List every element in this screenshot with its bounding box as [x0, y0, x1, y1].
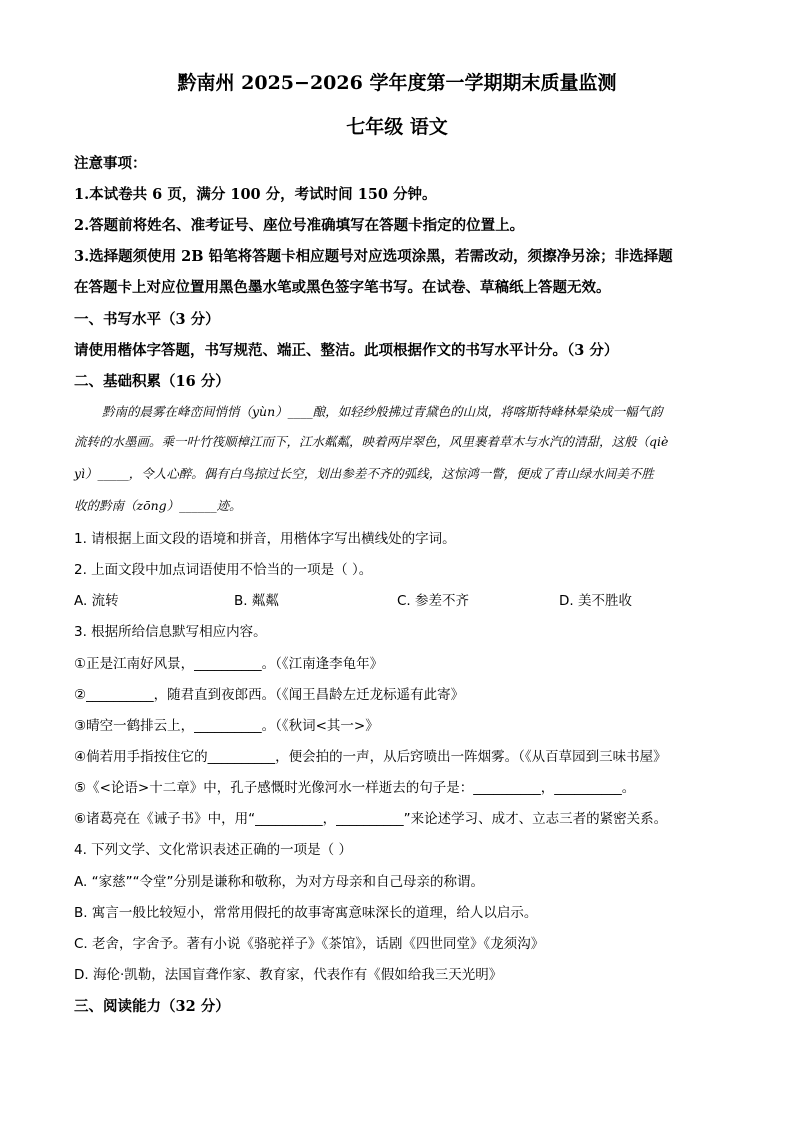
- question-3-item-1: ①正是江南好风景，__________。（《江南逢李龟年》: [74, 656, 384, 672]
- exam-subtitle: 七年级 语文: [346, 116, 448, 138]
- question-4-option-d: D. 海伦·凯勒，法国盲聋作家、教育家，代表作有《假如给我三天光明》: [74, 967, 503, 983]
- question-4-option-a: A. “家慈”“令堂”分别是谦称和敬称，为对方母亲和自己母亲的称谓。: [74, 874, 485, 890]
- note-item-2: 2.答题前将姓名、准考证号、座位号准确填写在答题卡指定的位置上。: [74, 217, 525, 234]
- passage-line-4: 收的黔南（zōng）______迹。: [74, 498, 242, 513]
- option-c: C. 参差不齐: [397, 593, 470, 609]
- exam-title: 黔南州 2025−2026 学年度第一学期期末质量监测: [177, 72, 617, 94]
- question-3-item-2: ②__________，随君直到夜郎西。（《闻王昌龄左迁龙标遥有此寄》: [74, 687, 465, 703]
- note-item-3-cont: 在答题卡上对应位置用黑色墨水笔或黑色签字笔书写。在试卷、草稿纸上答题无效。: [74, 279, 611, 296]
- notes-heading: 注意事项：: [74, 155, 147, 172]
- section2-heading: 二、基础积累（16 分）: [74, 373, 230, 390]
- note-item-3: 3.选择题须使用 2B 铅笔将答题卡相应题号对应选项涂黑，若需改动，须擦净另涂；非选择题: [74, 248, 673, 265]
- section3-heading: 三、阅读能力（32 分）: [74, 998, 230, 1015]
- question-3-item-4: ④倘若用手指按住它的__________，便会拍的一声，从后窍喷出一阵烟雾。（《从百草园到三味书屋》: [74, 749, 667, 765]
- question-4-option-b: B. 寓言一般比较短小，常常用假托的故事寄寓意味深长的道理，给人以启示。: [74, 905, 538, 921]
- section1-text: 请使用楷体字答题，书写规范、端正、整洁。此项根据作文的书写水平计分。（3 分）: [74, 342, 619, 359]
- option-d: D. 美不胜收: [559, 593, 632, 609]
- passage-line-3: yì）_____，令人心醉。偶有白鸟掠过长空，划出参差不齐的弧线，这惊鸿一瞥，便成了青山绿水间美不胜: [74, 466, 654, 481]
- question-2-options: [74, 589, 734, 609]
- question-3-item-6: ⑥诸葛亮在《诫子书》中，用“__________，__________”来论述学习、成才、立志三者的紧密关系。: [74, 811, 668, 827]
- passage-line-2: 流转的水墨画。乘一叶竹筏顺樟江而下，江水粼粼，映着两岸翠色，风里裹着草木与水汽的清甜，这般（qiè: [74, 434, 669, 449]
- question-3: 3. 根据所给信息默写相应内容。: [74, 624, 267, 640]
- question-2: 2. 上面文段中加点词语使用不恰当的一项是（ ）。: [74, 562, 373, 578]
- passage-line-1: 黔南的晨雾在峰峦间悄悄（yùn）____酿，如轻纱般拂过青黛色的山岚，将喀斯特峰林晕染成一幅气韵: [102, 404, 663, 419]
- note-item-1: 1.本试卷共 6 页，满分 100 分，考试时间 150 分钟。: [74, 186, 437, 203]
- question-1: 1. 请根据上面文段的语境和拼音，用楷体字写出横线处的字词。: [74, 531, 456, 547]
- option-a: A. 流转: [74, 593, 119, 609]
- question-3-item-5: ⑤《<论语>十二章》中，孔子感慨时光像河水一样逝去的句子是：__________，__________。: [74, 780, 636, 796]
- question-4: 4. 下列文学、文化常识表述正确的一项是（ ）: [74, 842, 352, 858]
- question-3-item-3: ③晴空一鹤排云上，__________。（《秋词<其一>》: [74, 718, 379, 734]
- question-4-option-c: C. 老舍，字舍予。著有小说《骆驼祥子》《茶馆》，话剧《四世同堂》《龙须沟》: [74, 936, 545, 952]
- section1-heading: 一、书写水平（3 分）: [74, 311, 220, 328]
- option-b: B. 粼粼: [234, 593, 279, 609]
